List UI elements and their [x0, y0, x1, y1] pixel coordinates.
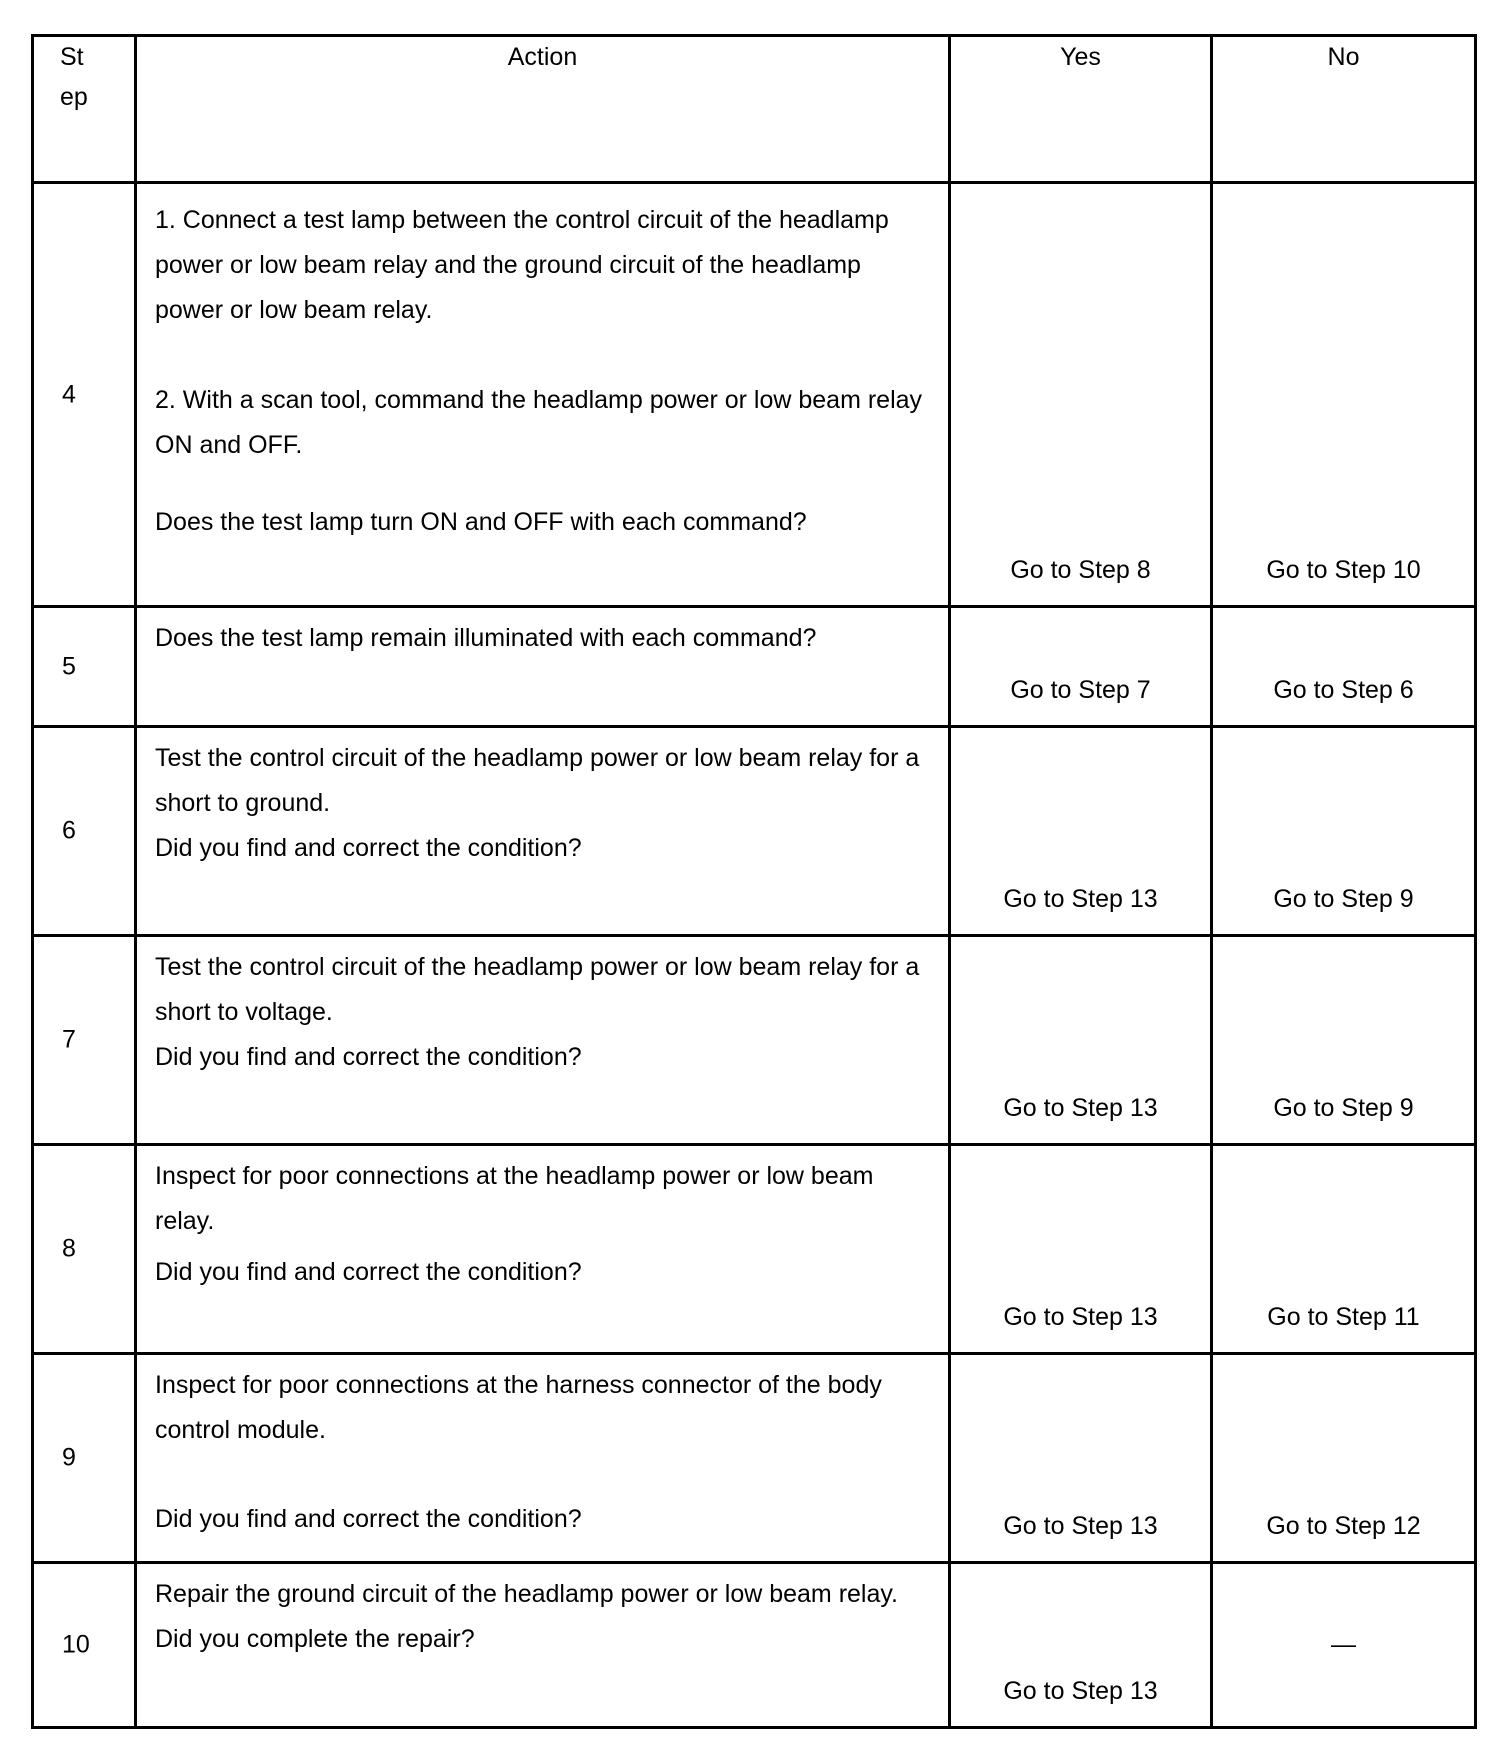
yes-cell	[950, 183, 1212, 607]
diagnostic-table-page	[31, 34, 1474, 1729]
action-instruction: Test the control circuit of the headlamp power or low beam relay for a short to voltage.	[155, 953, 920, 1026]
step-number: 7	[62, 1025, 76, 1054]
no-result: Go to Step 6	[1273, 676, 1414, 704]
action-cell	[136, 936, 950, 1145]
no-cell	[1212, 1354, 1476, 1563]
no-header-label: No	[1327, 43, 1360, 71]
yes-result: Go to Step 13	[1003, 1303, 1158, 1331]
step-cell	[33, 1354, 136, 1563]
yes-result: Go to Step 7	[1010, 676, 1151, 704]
yes-cell	[950, 1563, 1212, 1728]
table-row	[33, 1145, 1476, 1354]
action-question: Did you find and correct the condition?	[155, 1505, 582, 1533]
step-cell	[33, 607, 136, 727]
action-instruction: Repair the ground circuit of the headlamp power or low beam relay. Did you complete the repair?	[155, 1580, 898, 1653]
no-result: Go to Step 10	[1266, 556, 1421, 584]
yes-cell	[950, 936, 1212, 1145]
yes-cell	[950, 1354, 1212, 1563]
action-cell	[136, 183, 950, 607]
no-column-header	[1212, 36, 1476, 183]
yes-result: Go to Step 13	[1003, 885, 1158, 913]
step-cell	[33, 1145, 136, 1354]
action-cell	[136, 1145, 950, 1354]
yes-column-header	[950, 36, 1212, 183]
step-cell	[33, 183, 136, 607]
step-header-line1: St	[60, 43, 84, 71]
table-row	[33, 936, 1476, 1145]
no-cell	[1212, 183, 1476, 607]
action-question: Did you find and correct the condition?	[155, 1043, 582, 1071]
action-column-header	[136, 36, 950, 183]
table-row	[33, 727, 1476, 936]
step-number: 4	[62, 380, 76, 408]
no-cell	[1212, 727, 1476, 936]
no-cell	[1212, 1563, 1476, 1728]
step-number: 9	[62, 1443, 76, 1472]
action-question: Does the test lamp remain illuminated with each command?	[155, 624, 817, 652]
yes-cell	[950, 727, 1212, 936]
yes-result: Go to Step 8	[1010, 556, 1151, 584]
no-result: Go to Step 9	[1273, 885, 1414, 913]
no-cell	[1212, 607, 1476, 727]
no-cell	[1212, 1145, 1476, 1354]
action-instruction: Test the control circuit of the headlamp power or low beam relay for a short to ground.	[155, 744, 920, 817]
step-number: 6	[62, 816, 76, 845]
step-cell	[33, 936, 136, 1145]
step-column-header	[33, 36, 136, 183]
yes-cell	[950, 607, 1212, 727]
table-row	[33, 607, 1476, 727]
table-row	[33, 1354, 1476, 1563]
step-number: 8	[62, 1234, 76, 1263]
step-number: 5	[62, 652, 76, 680]
yes-result: Go to Step 13	[1003, 1512, 1158, 1540]
step-header-line2: ep	[60, 83, 88, 111]
table-row	[33, 1563, 1476, 1728]
action-cell	[136, 1563, 950, 1728]
no-result: Go to Step 12	[1266, 1512, 1421, 1540]
action-cell	[136, 607, 950, 727]
step-cell	[33, 1563, 136, 1728]
diagnostic-table	[31, 34, 1477, 1729]
header-row	[33, 36, 1476, 183]
action-question: Did you find and correct the condition?	[155, 1258, 582, 1286]
yes-header-label: Yes	[1060, 43, 1101, 71]
action-question: Did you find and correct the condition?	[155, 834, 582, 862]
action-cell	[136, 1354, 950, 1563]
action-instruction: Inspect for poor connections at the harness connector of the body control module.	[155, 1371, 882, 1444]
no-cell	[1212, 936, 1476, 1145]
action-question: Does the test lamp turn ON and OFF with each command?	[155, 508, 807, 536]
no-result: Go to Step 9	[1273, 1094, 1414, 1122]
yes-result: Go to Step 13	[1003, 1094, 1158, 1122]
step-number: 10	[62, 1630, 90, 1659]
no-result: Go to Step 11	[1267, 1303, 1420, 1331]
yes-cell	[950, 1145, 1212, 1354]
action-instruction-2: 2. With a scan tool, command the headlamp power or low beam relay ON and OFF.	[155, 386, 923, 459]
step-cell	[33, 727, 136, 936]
action-header-label: Action	[507, 43, 578, 71]
action-instruction: Inspect for poor connections at the headlamp power or low beam relay.	[155, 1162, 874, 1235]
action-instruction-1: 1. Connect a test lamp between the control circuit of the headlamp power or low beam relay and the ground circuit of the headlamp power or low beam relay.	[155, 206, 889, 324]
yes-result: Go to Step 13	[1003, 1677, 1158, 1705]
action-cell	[136, 727, 950, 936]
no-result: —	[1331, 1630, 1356, 1659]
table-row	[33, 183, 1476, 607]
